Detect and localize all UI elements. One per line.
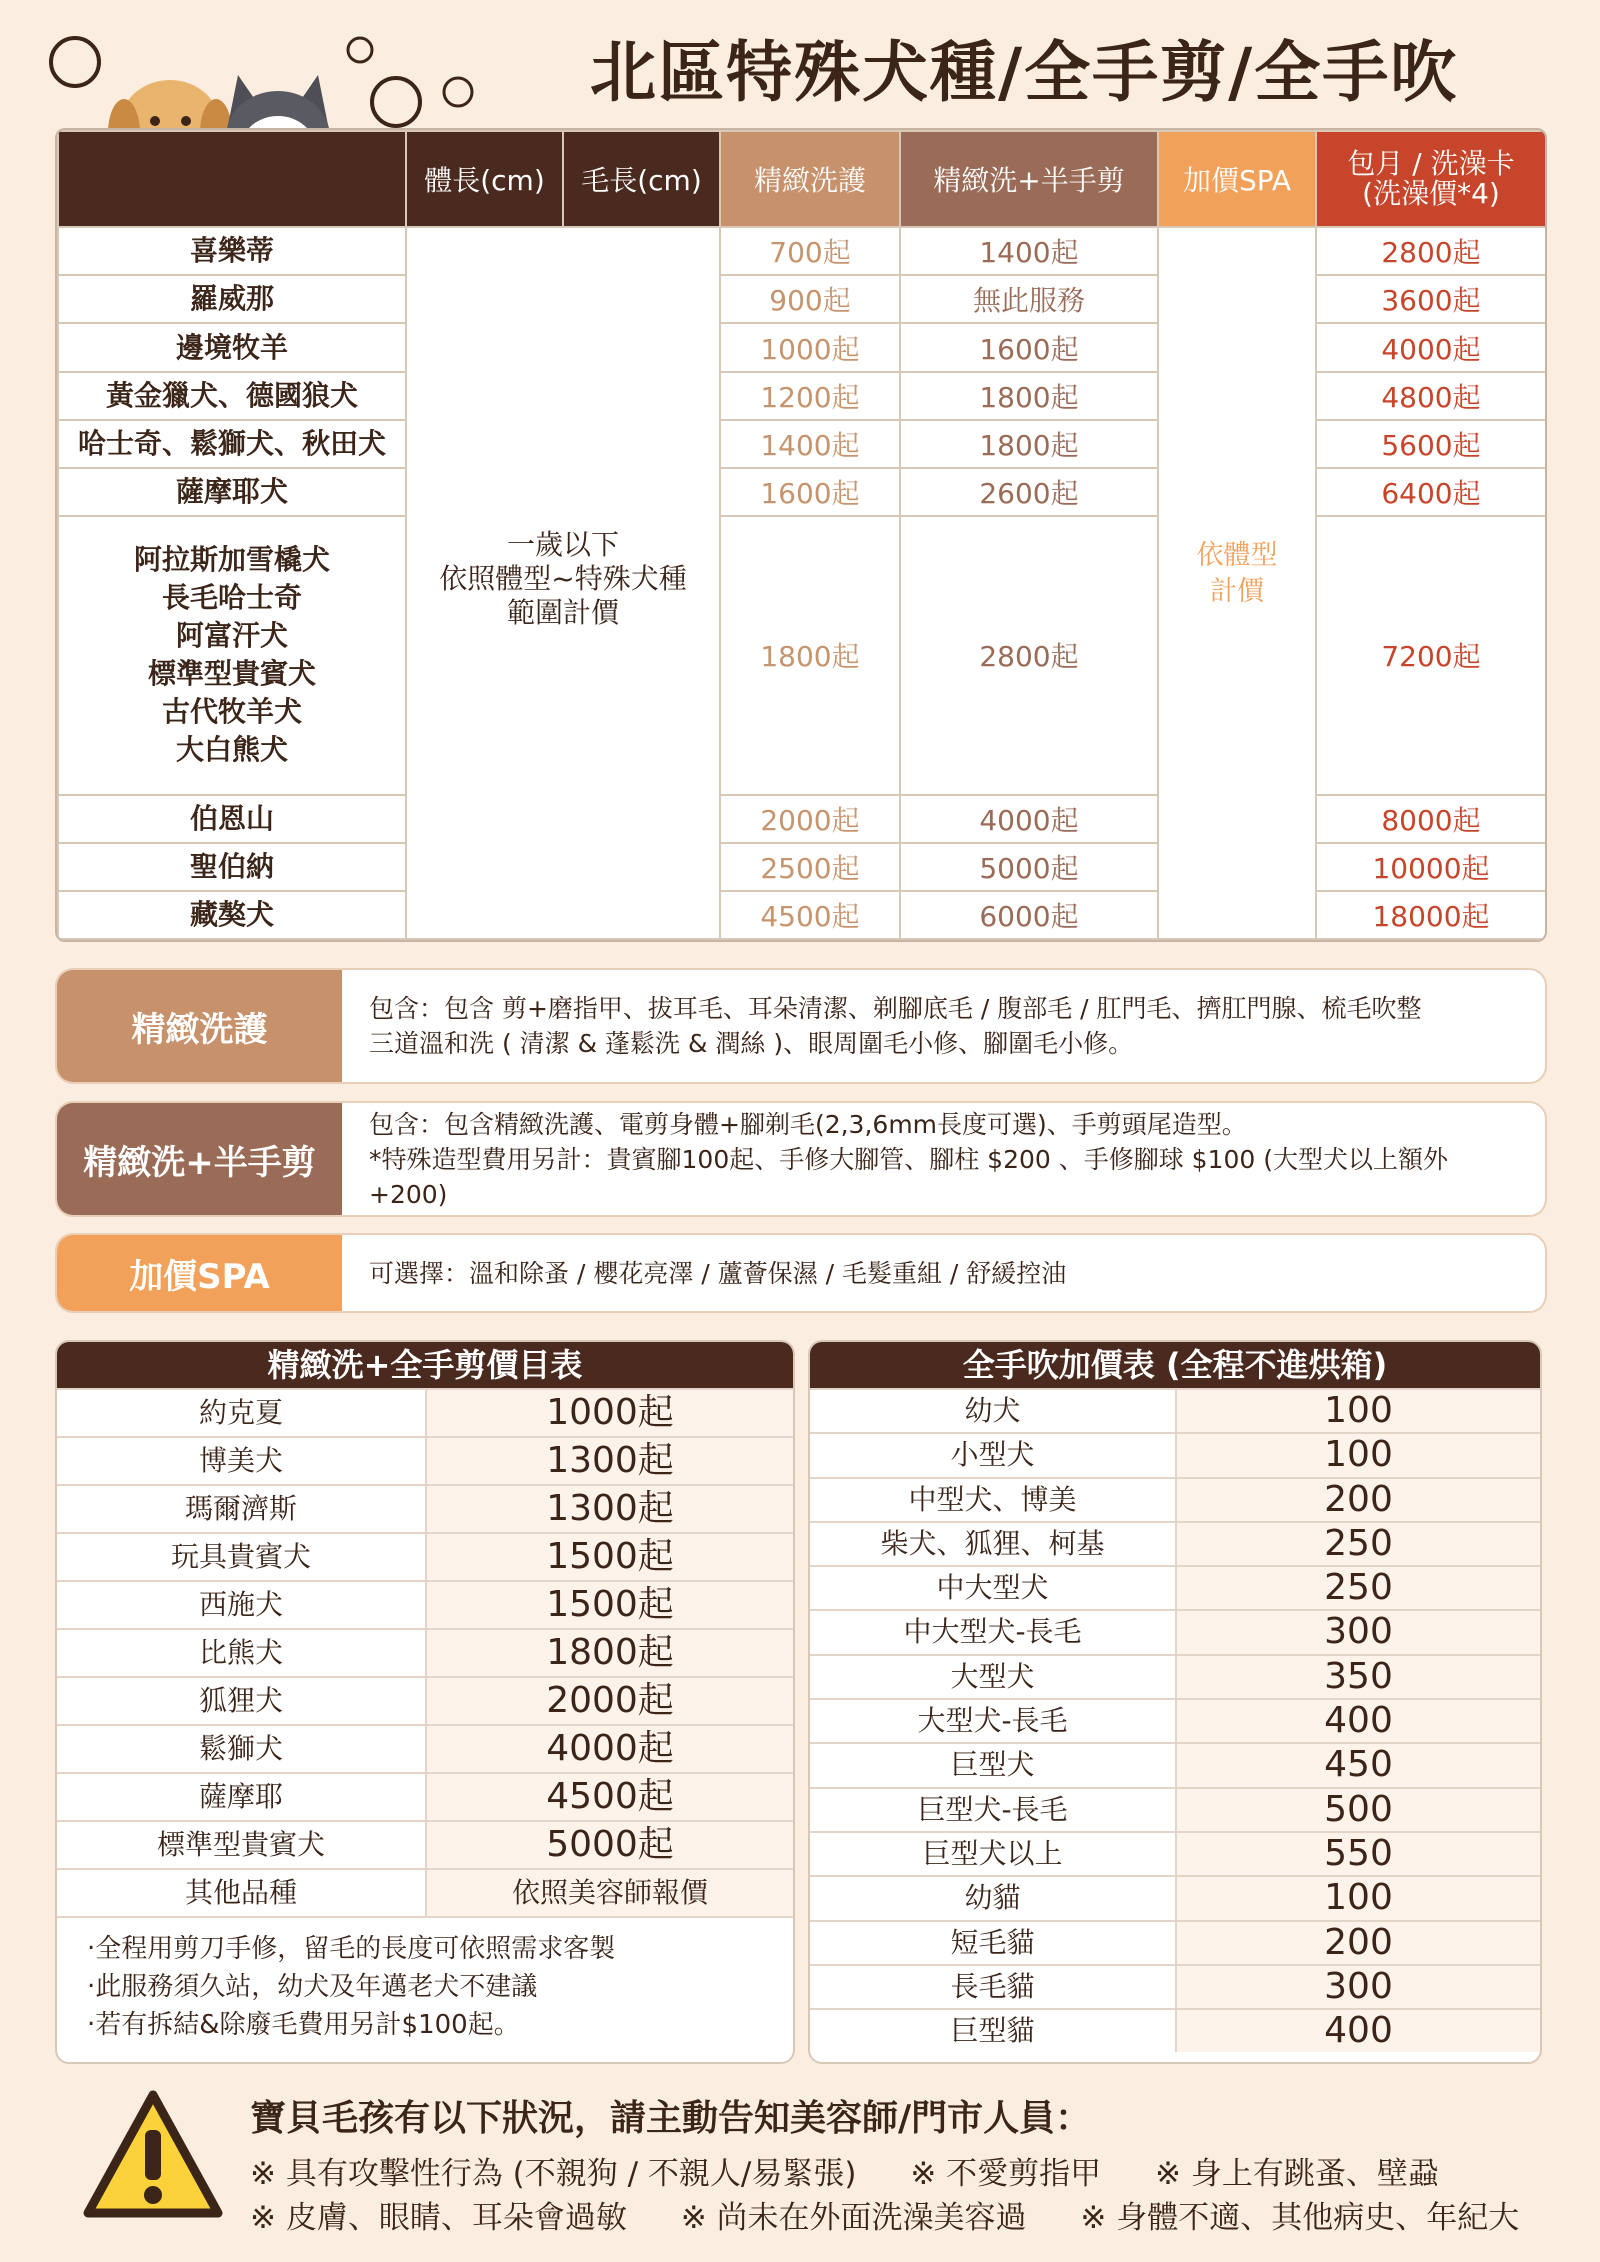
- hand-blow-price-table: [808, 1340, 1542, 2064]
- half-trim-price: 1800起: [900, 420, 1158, 468]
- breed-name: 狐狸犬: [57, 1678, 427, 1724]
- half-trim-price: 2800起: [900, 516, 1158, 795]
- size-name: 巨型犬: [810, 1744, 1177, 1786]
- table-row: [58, 372, 1546, 420]
- table-row: [58, 420, 1546, 468]
- info-label-spa: 加價SPA: [57, 1235, 342, 1311]
- price: 400: [1177, 2010, 1540, 2052]
- table-row: [58, 468, 1546, 516]
- hand-blow-table-title: 全手吹加價表 (全程不進烘箱): [810, 1342, 1540, 1388]
- monthly-card-price: 6400起: [1316, 468, 1546, 516]
- price: 4500起: [427, 1774, 793, 1820]
- table-row: [810, 1964, 1540, 2008]
- price: 350: [1177, 1656, 1540, 1698]
- fine-wash-price: 1800起: [720, 516, 900, 795]
- table-row: [810, 1787, 1540, 1831]
- monthly-card-price: 5600起: [1316, 420, 1546, 468]
- breed-name: 標準型貴賓犬: [147, 657, 316, 691]
- monthly-card-price: 4800起: [1316, 372, 1546, 420]
- monthly-card-price: 4000起: [1316, 323, 1546, 371]
- size-name: 巨型貓: [810, 2010, 1177, 2052]
- full-trim-price-table: [55, 1340, 795, 2064]
- table-row: [58, 891, 1546, 939]
- table-row: [57, 1724, 793, 1772]
- price: 100: [1177, 1877, 1540, 1919]
- price: 400: [1177, 1700, 1540, 1742]
- price: 1300起: [427, 1438, 793, 1484]
- warning-item: ※ 身體不適、其他病史、年紀大: [1080, 2200, 1520, 2236]
- size-name: 中大型犬-長毛: [810, 1611, 1177, 1653]
- breed-name: 薩摩耶犬: [175, 474, 288, 508]
- table-row: [58, 323, 1546, 371]
- table-row: [58, 275, 1546, 323]
- table-row: [810, 1388, 1540, 1432]
- fine-wash-price: 900起: [720, 275, 900, 323]
- range-note-line: 一歲以下: [506, 528, 619, 562]
- price: 依照美容師報價: [427, 1870, 793, 1916]
- fine-wash-price: 2500起: [720, 843, 900, 891]
- price: 200: [1177, 1922, 1540, 1964]
- info-box-half-trim: [55, 1101, 1547, 1217]
- breed-name: 哈士奇、鬆獅犬、秋田犬: [77, 426, 386, 460]
- breed-name: 玩具貴賓犬: [57, 1534, 427, 1580]
- header-fine-wash: 精緻洗護: [720, 131, 900, 227]
- breed-name: 喜樂蒂: [189, 234, 274, 268]
- breed-name: 藏獒犬: [189, 897, 274, 931]
- breed-cell: [58, 227, 406, 275]
- half-trim-price: 1600起: [900, 323, 1158, 371]
- monthly-card-price: 7200起: [1316, 516, 1546, 795]
- full-trim-notes: [57, 1916, 793, 2056]
- fine-wash-price: 1600起: [720, 468, 900, 516]
- range-note-line: 範圍計價: [506, 596, 619, 630]
- breed-cell: [58, 516, 406, 795]
- warning-line-2: [250, 2192, 1563, 2237]
- breed-name: 伯恩山: [189, 801, 274, 835]
- warning-item: ※ 尚未在外面洗澡美容過: [680, 2200, 1027, 2236]
- monthly-card-price: 3600起: [1316, 275, 1546, 323]
- warning-icon: [78, 2085, 228, 2225]
- size-name: 短毛貓: [810, 1922, 1177, 1964]
- breed-name: 約克夏: [57, 1390, 427, 1436]
- range-note-line: 依照體型~特殊犬種: [439, 562, 687, 596]
- table-row: [810, 1521, 1540, 1565]
- breed-cell: [58, 420, 406, 468]
- price: 1500起: [427, 1534, 793, 1580]
- header-spa: 加價SPA: [1158, 131, 1316, 227]
- breed-cell: [58, 891, 406, 939]
- half-trim-price: 4000起: [900, 795, 1158, 843]
- price: 2000起: [427, 1678, 793, 1724]
- info-fine-wash-line1: 包含：包含 剪+磨指甲、拔耳毛、耳朵清潔、剃腳底毛 / 腹部毛 / 肛門毛、擠肛門腺、梳毛吹整: [369, 994, 1422, 1023]
- monthly-card-price: 2800起: [1316, 227, 1546, 275]
- size-name: 巨型犬以上: [810, 1833, 1177, 1875]
- header-coat-length: 毛長(cm): [563, 131, 720, 227]
- breed-name: 古代牧羊犬: [161, 695, 302, 729]
- breed-name: 黃金獵犬、德國狼犬: [105, 378, 358, 412]
- spa-note-line: 計價: [1210, 576, 1264, 608]
- price: 550: [1177, 1833, 1540, 1875]
- table-row: [57, 1388, 793, 1436]
- fine-wash-price: 700起: [720, 227, 900, 275]
- header-fine-wash-half-trim: 精緻洗+半手剪: [900, 131, 1158, 227]
- table-row: [810, 1742, 1540, 1786]
- spa-note-cell: [1158, 227, 1316, 939]
- info-label-half-trim: 精緻洗+半手剪: [57, 1103, 342, 1215]
- half-trim-price: 5000起: [900, 843, 1158, 891]
- monthly-card-price: 18000起: [1316, 891, 1546, 939]
- table-row: [57, 1868, 793, 1916]
- breed-name: 標準型貴賓犬: [57, 1822, 427, 1868]
- table-row: [58, 795, 1546, 843]
- warning-item: ※ 皮膚、眼睛、耳朵會過敏: [250, 2200, 627, 2236]
- size-name: 長毛貓: [810, 1966, 1177, 2008]
- table-row: [57, 1628, 793, 1676]
- warning-item: ※ 身上有跳蚤、壁蝨: [1155, 2156, 1439, 2192]
- breed-name: 阿拉斯加雪橇犬: [133, 543, 330, 577]
- fine-wash-price: 4500起: [720, 891, 900, 939]
- table-row: [57, 1436, 793, 1484]
- table-row: [810, 1920, 1540, 1964]
- size-name: 大型犬: [810, 1656, 1177, 1698]
- half-trim-price: 1400起: [900, 227, 1158, 275]
- breed-cell: [58, 843, 406, 891]
- price: 250: [1177, 1567, 1540, 1609]
- breed-name: 羅威那: [189, 282, 274, 316]
- note-line: ‧若有拆結&除廢毛費用另計$100起。: [87, 2010, 520, 2040]
- note-line: ‧此服務須久站，幼犬及年邁老犬不建議: [87, 1972, 538, 2002]
- table-row: [810, 1477, 1540, 1521]
- table-row: [810, 1654, 1540, 1698]
- table-row: [58, 227, 1546, 275]
- size-name: 中大型犬: [810, 1567, 1177, 1609]
- size-name: 柴犬、狐狸、柯基: [810, 1523, 1177, 1565]
- price: 5000起: [427, 1822, 793, 1868]
- price: 1300起: [427, 1486, 793, 1532]
- table-row: [810, 1565, 1540, 1609]
- page-title: 北區特殊犬種/全手剪/全手吹: [590, 34, 1459, 111]
- half-trim-price: 無此服務: [900, 275, 1158, 323]
- table-row: [57, 1772, 793, 1820]
- size-name: 小型犬: [810, 1434, 1177, 1476]
- breed-cell: [58, 795, 406, 843]
- table-row: [810, 2008, 1540, 2052]
- info-label-fine-wash: 精緻洗護: [57, 970, 342, 1082]
- size-name: 中型犬、博美: [810, 1479, 1177, 1521]
- breed-name: 大白熊犬: [175, 733, 288, 767]
- half-trim-price: 1800起: [900, 372, 1158, 420]
- info-box-fine-wash: [55, 968, 1547, 1084]
- main-table-body: [58, 227, 1546, 939]
- warning-item: ※ 不愛剪指甲: [910, 2156, 1102, 2192]
- table-row: [810, 1831, 1540, 1875]
- table-row: [58, 843, 1546, 891]
- breed-name: 薩摩耶: [57, 1774, 427, 1820]
- table-row: [810, 1698, 1540, 1742]
- info-half-trim-line1: 包含：包含精緻洗護、電剪身體+腳剃毛(2,3,6mm長度可選)、手剪頭尾造型。: [369, 1109, 1247, 1139]
- table-row: [810, 1875, 1540, 1919]
- price: 300: [1177, 1966, 1540, 2008]
- size-name: 大型犬-長毛: [810, 1700, 1177, 1742]
- table-row: [57, 1676, 793, 1724]
- table-row: [58, 516, 1546, 795]
- breed-name: 比熊犬: [57, 1630, 427, 1676]
- size-name: 幼貓: [810, 1877, 1177, 1919]
- fine-wash-price: 1000起: [720, 323, 900, 371]
- breed-name: 其他品種: [57, 1870, 427, 1916]
- breed-cell: [58, 372, 406, 420]
- price: 1500起: [427, 1582, 793, 1628]
- spa-note-line: 依體型: [1196, 540, 1278, 572]
- breed-name: 阿富汗犬: [175, 619, 288, 653]
- fine-wash-price: 1200起: [720, 372, 900, 420]
- special-breed-price-table: [55, 128, 1547, 942]
- info-box-spa: [55, 1233, 1547, 1313]
- fine-wash-price: 1400起: [720, 420, 900, 468]
- header-blank: [58, 131, 406, 227]
- range-note-cell: [406, 227, 720, 939]
- price: 100: [1177, 1434, 1540, 1476]
- half-trim-price: 2600起: [900, 468, 1158, 516]
- breed-name: 西施犬: [57, 1582, 427, 1628]
- breed-name: 瑪爾濟斯: [57, 1486, 427, 1532]
- table-row: [57, 1532, 793, 1580]
- full-trim-table-title: 精緻洗+全手剪價目表: [57, 1342, 793, 1388]
- price: 100: [1177, 1390, 1540, 1432]
- header-monthly-line2: (洗澡價*4): [1362, 177, 1500, 211]
- breed-name: 博美犬: [57, 1438, 427, 1484]
- header-monthly-card: [1316, 131, 1546, 227]
- warning-item: ※ 具有攻擊性行為 (不親狗 / 不親人/易緊張): [250, 2156, 857, 2192]
- table-row: [810, 1432, 1540, 1476]
- table-row: [57, 1484, 793, 1532]
- warning-line-1: [250, 2148, 1483, 2193]
- breed-name: 聖伯納: [189, 849, 274, 883]
- monthly-card-price: 10000起: [1316, 843, 1546, 891]
- breed-cell: [58, 275, 406, 323]
- price: 250: [1177, 1523, 1540, 1565]
- price: 450: [1177, 1744, 1540, 1786]
- info-fine-wash-line2: 三道溫和洗 ( 清潔 & 蓬鬆洗 & 潤絲 )、眼周圍毛小修、腳圍毛小修。: [369, 1029, 1134, 1058]
- info-spa-line1: 可選擇：溫和除蚤 / 櫻花亮澤 / 蘆薈保濕 / 毛髮重組 / 舒緩控油: [369, 1258, 1067, 1288]
- info-half-trim-line2: *特殊造型費用另計：貴賓腳100起、手修大腳管、腳柱 $200 、手修腳球 $100 (大型犬以上額外+200): [369, 1144, 1449, 1209]
- full-trim-table-rows: [57, 1388, 793, 1916]
- table-row: [810, 1609, 1540, 1653]
- price: 1800起: [427, 1630, 793, 1676]
- size-name: 幼犬: [810, 1390, 1177, 1432]
- warning-title: 寶貝毛孩有以下狀況，請主動告知美容師/門市人員：: [250, 2098, 1092, 2139]
- breed-name: 長毛哈士奇: [161, 581, 302, 615]
- fine-wash-price: 2000起: [720, 795, 900, 843]
- breed-cell: [58, 323, 406, 371]
- hand-blow-table-rows: [810, 1388, 1540, 2052]
- header-monthly-line1: 包月 / 洗澡卡: [1347, 147, 1515, 181]
- table-row: [57, 1820, 793, 1868]
- breed-name: 邊境牧羊: [175, 330, 288, 364]
- breed-cell: [58, 468, 406, 516]
- breed-name: 鬆獅犬: [57, 1726, 427, 1772]
- note-line: ‧全程用剪刀手修，留毛的長度可依照需求客製: [87, 1934, 616, 1964]
- price: 300: [1177, 1611, 1540, 1653]
- price: 4000起: [427, 1726, 793, 1772]
- price: 500: [1177, 1789, 1540, 1831]
- half-trim-price: 6000起: [900, 891, 1158, 939]
- price: 1000起: [427, 1390, 793, 1436]
- monthly-card-price: 8000起: [1316, 795, 1546, 843]
- header-body-length: 體長(cm): [406, 131, 563, 227]
- table-row: [57, 1580, 793, 1628]
- size-name: 巨型犬-長毛: [810, 1789, 1177, 1831]
- price: 200: [1177, 1479, 1540, 1521]
